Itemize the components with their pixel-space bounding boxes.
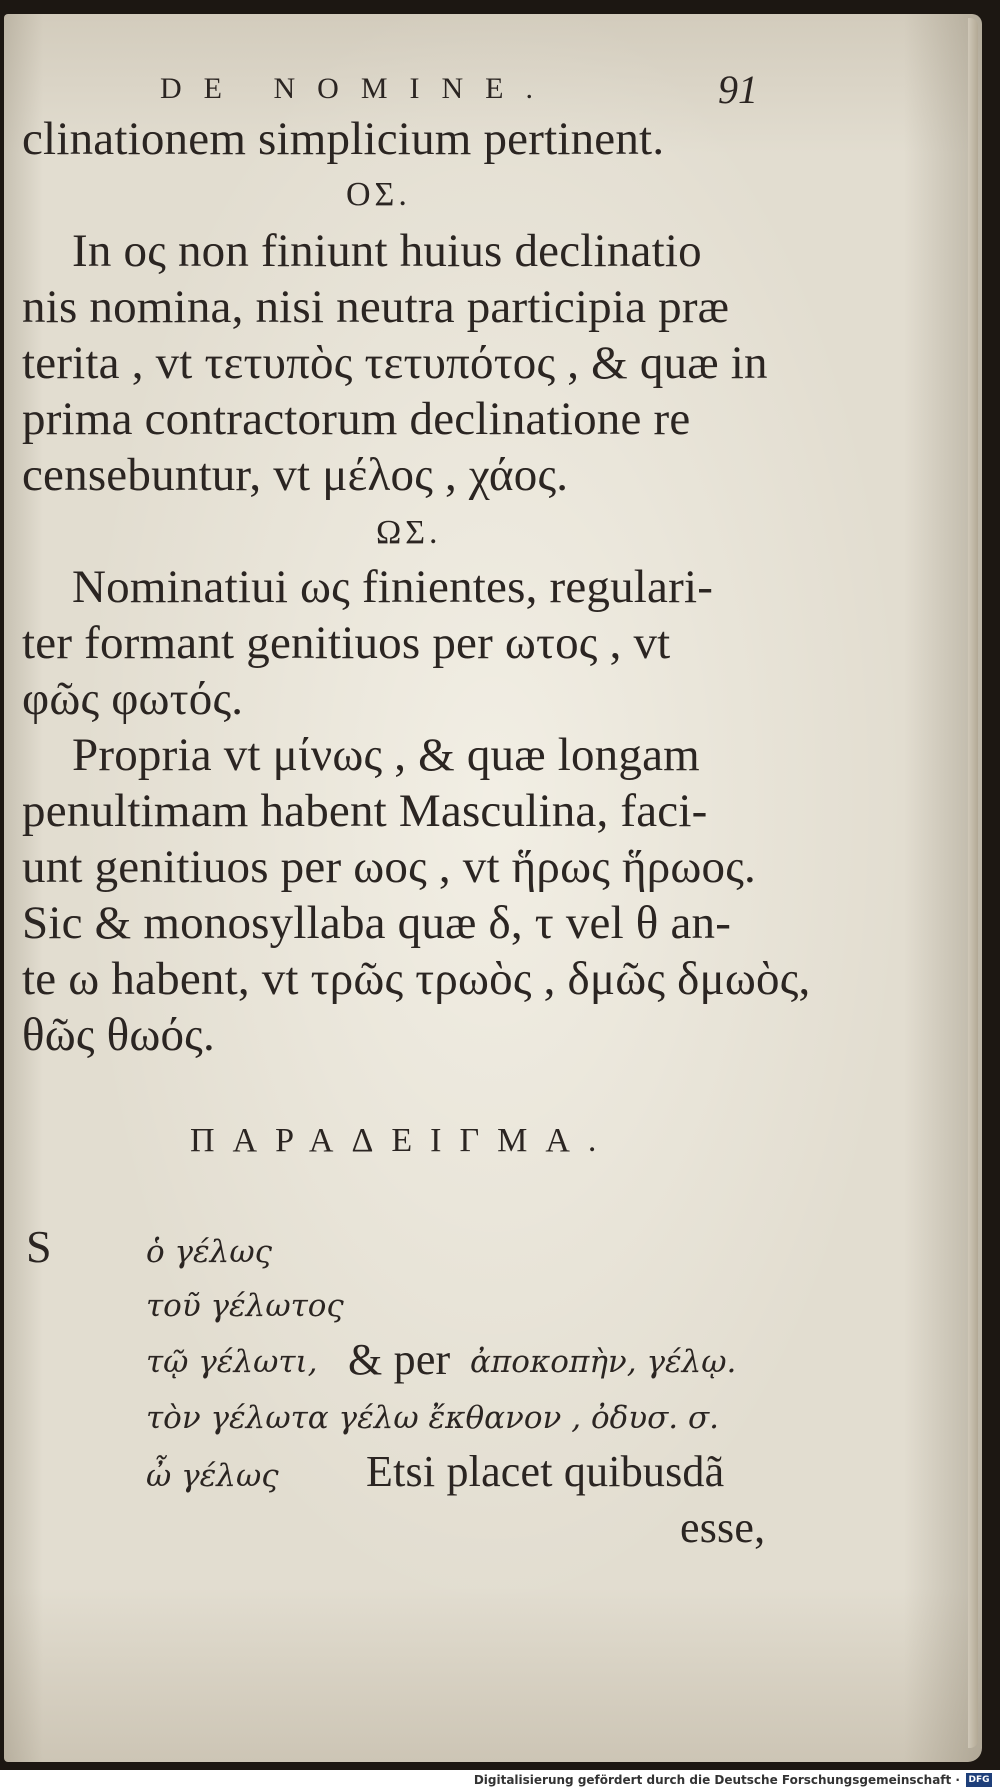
text-line-13: Sic & monosyllaba quæ δ, τ vel θ an- — [22, 897, 732, 949]
paradigm-accusative: τὸν γέλωτα γέλω ἔκθανον , ὀδυσ. σ. — [146, 1400, 720, 1436]
text-line-1: clinationem simplicium pertinent. — [22, 113, 665, 165]
text-line-2: In ος non finiunt huius declinatio — [72, 225, 702, 277]
paradigm-note: Etsi placet quibusdã — [366, 1447, 725, 1496]
section-heading-ws: ΩΣ. — [376, 514, 442, 551]
dfg-logo: DFG — [966, 1773, 992, 1787]
page-edge — [968, 18, 978, 1748]
text-line-3: nis nomina, nisi neutra participia præ — [22, 281, 730, 333]
page-number: 91 — [718, 67, 758, 112]
text-line-7: Nominatiui ως finientes, regulari- — [72, 561, 714, 613]
running-title: DE NOMINE. — [160, 72, 555, 105]
paradigm-genitive: τοῦ γέλωτος — [146, 1288, 344, 1324]
text-line-9: φῶς φωτός. — [22, 673, 244, 725]
text-line-11: penultimam habent Masculina, faci- — [22, 785, 708, 837]
text-line-14: te ω habent, vt τρῶς τρωὸς , δμῶς δμωὸς, — [22, 953, 811, 1005]
paradigm-vocative: ὦ γέλως — [146, 1458, 279, 1494]
paradigm-dative-apocope: ἀποκοπὴν, γέλῳ. — [470, 1344, 737, 1380]
text-line-6: censebuntur, vt μέλος , χάος. — [22, 449, 569, 501]
footer-credit: Digitalisierung gefördert durch die Deutsche Forschungsgemeinschaft · — [473, 1773, 960, 1787]
paradigm-dative: τῷ γέλωτι, — [146, 1344, 318, 1380]
paradigm-dative-note: & per — [348, 1335, 451, 1384]
singular-label: S — [26, 1221, 52, 1272]
text-line-15: θῶς θωός. — [22, 1009, 215, 1061]
text-line-4: terita , vt τετυπὸς τετυπότος , & quæ in — [22, 337, 768, 389]
paradigm-nominative: ὁ γέλως — [146, 1234, 272, 1270]
text-line-10: Propria vt μίνως , & quæ longam — [72, 729, 700, 781]
text-line-8: ter formant genitiuos per ωτος , vt — [22, 617, 671, 669]
section-heading-os: ΟΣ. — [346, 176, 411, 213]
catchword: esse, — [680, 1503, 766, 1552]
text-line-12: unt genitiuos per ωος , vt ἥρως ἥρωος. — [22, 841, 757, 893]
text-line-5: prima contractorum declinatione re — [22, 393, 691, 445]
paradigm-title: ΠΑΡΑΔΕΙΓΜΑ. — [190, 1122, 615, 1159]
